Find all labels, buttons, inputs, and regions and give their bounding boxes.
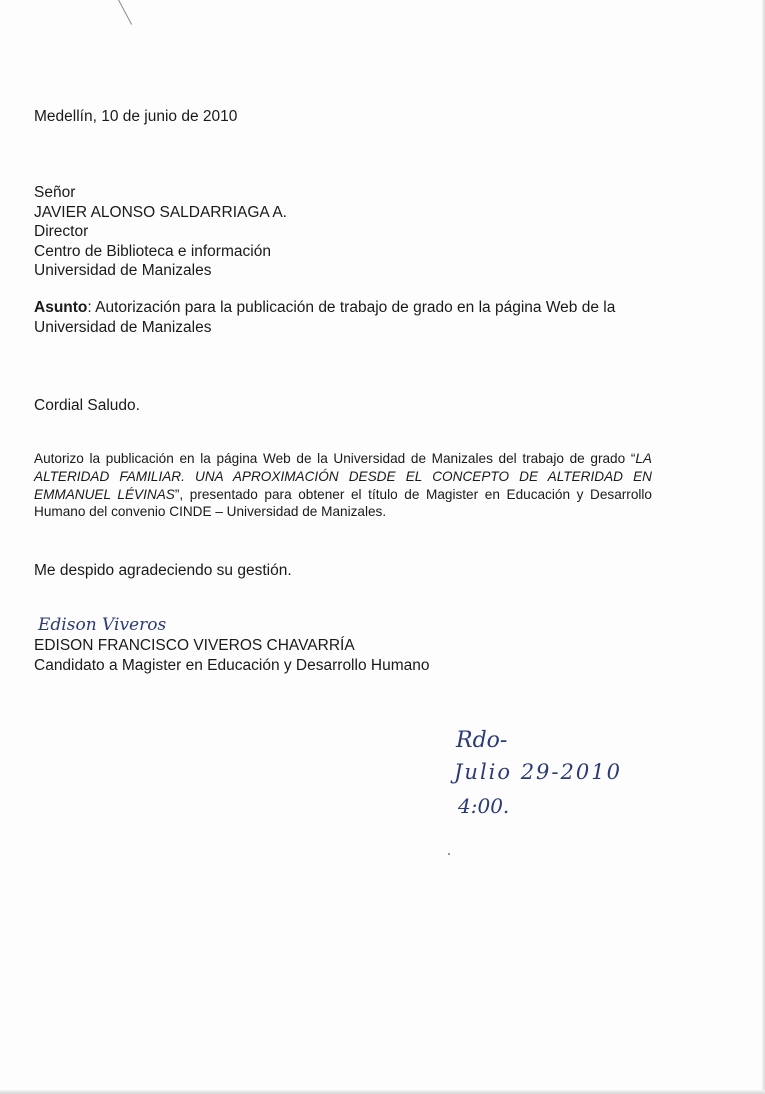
subject-text: Autorización para la publicación de trabajo de grado en la página Web de la Universidad de Manizales — [34, 299, 616, 336]
scan-edge-bottom — [0, 1090, 765, 1094]
subject-label: Asunto — [34, 299, 88, 316]
handwritten-receipt-note — [440, 715, 660, 865]
scan-artifact — [118, 0, 132, 25]
receipt-line-3: 4:00. — [458, 794, 510, 818]
receipt-line-1: Rdo- — [456, 728, 508, 753]
signer-block — [34, 636, 429, 675]
body-paragraph — [34, 450, 652, 521]
thesis-title: LA ALTERIDAD FAMILIAR. UNA APROXIMACIÓN DESDE EL CONCEPTO DE ALTERIDAD EN EMMANUEL LÉVINAS — [34, 451, 652, 502]
subject-line — [34, 298, 649, 337]
receipt-line-2: Julio 29-2010 — [454, 760, 622, 784]
date-line: Medellín, 10 de junio de 2010 — [34, 108, 238, 125]
recipient-salutation: Señor — [34, 184, 76, 201]
scan-speck — [448, 853, 450, 855]
signer-name: EDISON FRANCISCO VIVEROS CHAVARRÍA — [34, 637, 355, 654]
recipient-role: Director — [34, 223, 89, 240]
handwritten-signature — [36, 606, 196, 638]
closing-line: Me despido agradeciendo su gestión. — [34, 562, 292, 579]
recipient-department: Centro de Biblioteca e información — [34, 242, 271, 260]
body-part-1: Autorizo la publicación en la página Web de la Universidad de Manizales del trabajo de grado “ — [34, 451, 636, 466]
greeting: Cordial Saludo. — [34, 397, 140, 414]
recipient-name: JAVIER ALONSO SALDARRIAGA A. — [34, 203, 287, 221]
signer-title: Candidato a Magister en Educación y Desarrollo Humano — [34, 656, 430, 674]
signature-text: Edison Viveros — [38, 615, 167, 635]
recipient-block — [34, 183, 287, 281]
recipient-institution: Universidad de Manizales — [34, 262, 212, 279]
subject-separator: : — [87, 299, 92, 316]
body-part-2: ”, presentado para obtener el título de Magister en Educación y Desarrollo Humano del convenio CINDE – Universidad de Manizales. — [34, 486, 652, 520]
